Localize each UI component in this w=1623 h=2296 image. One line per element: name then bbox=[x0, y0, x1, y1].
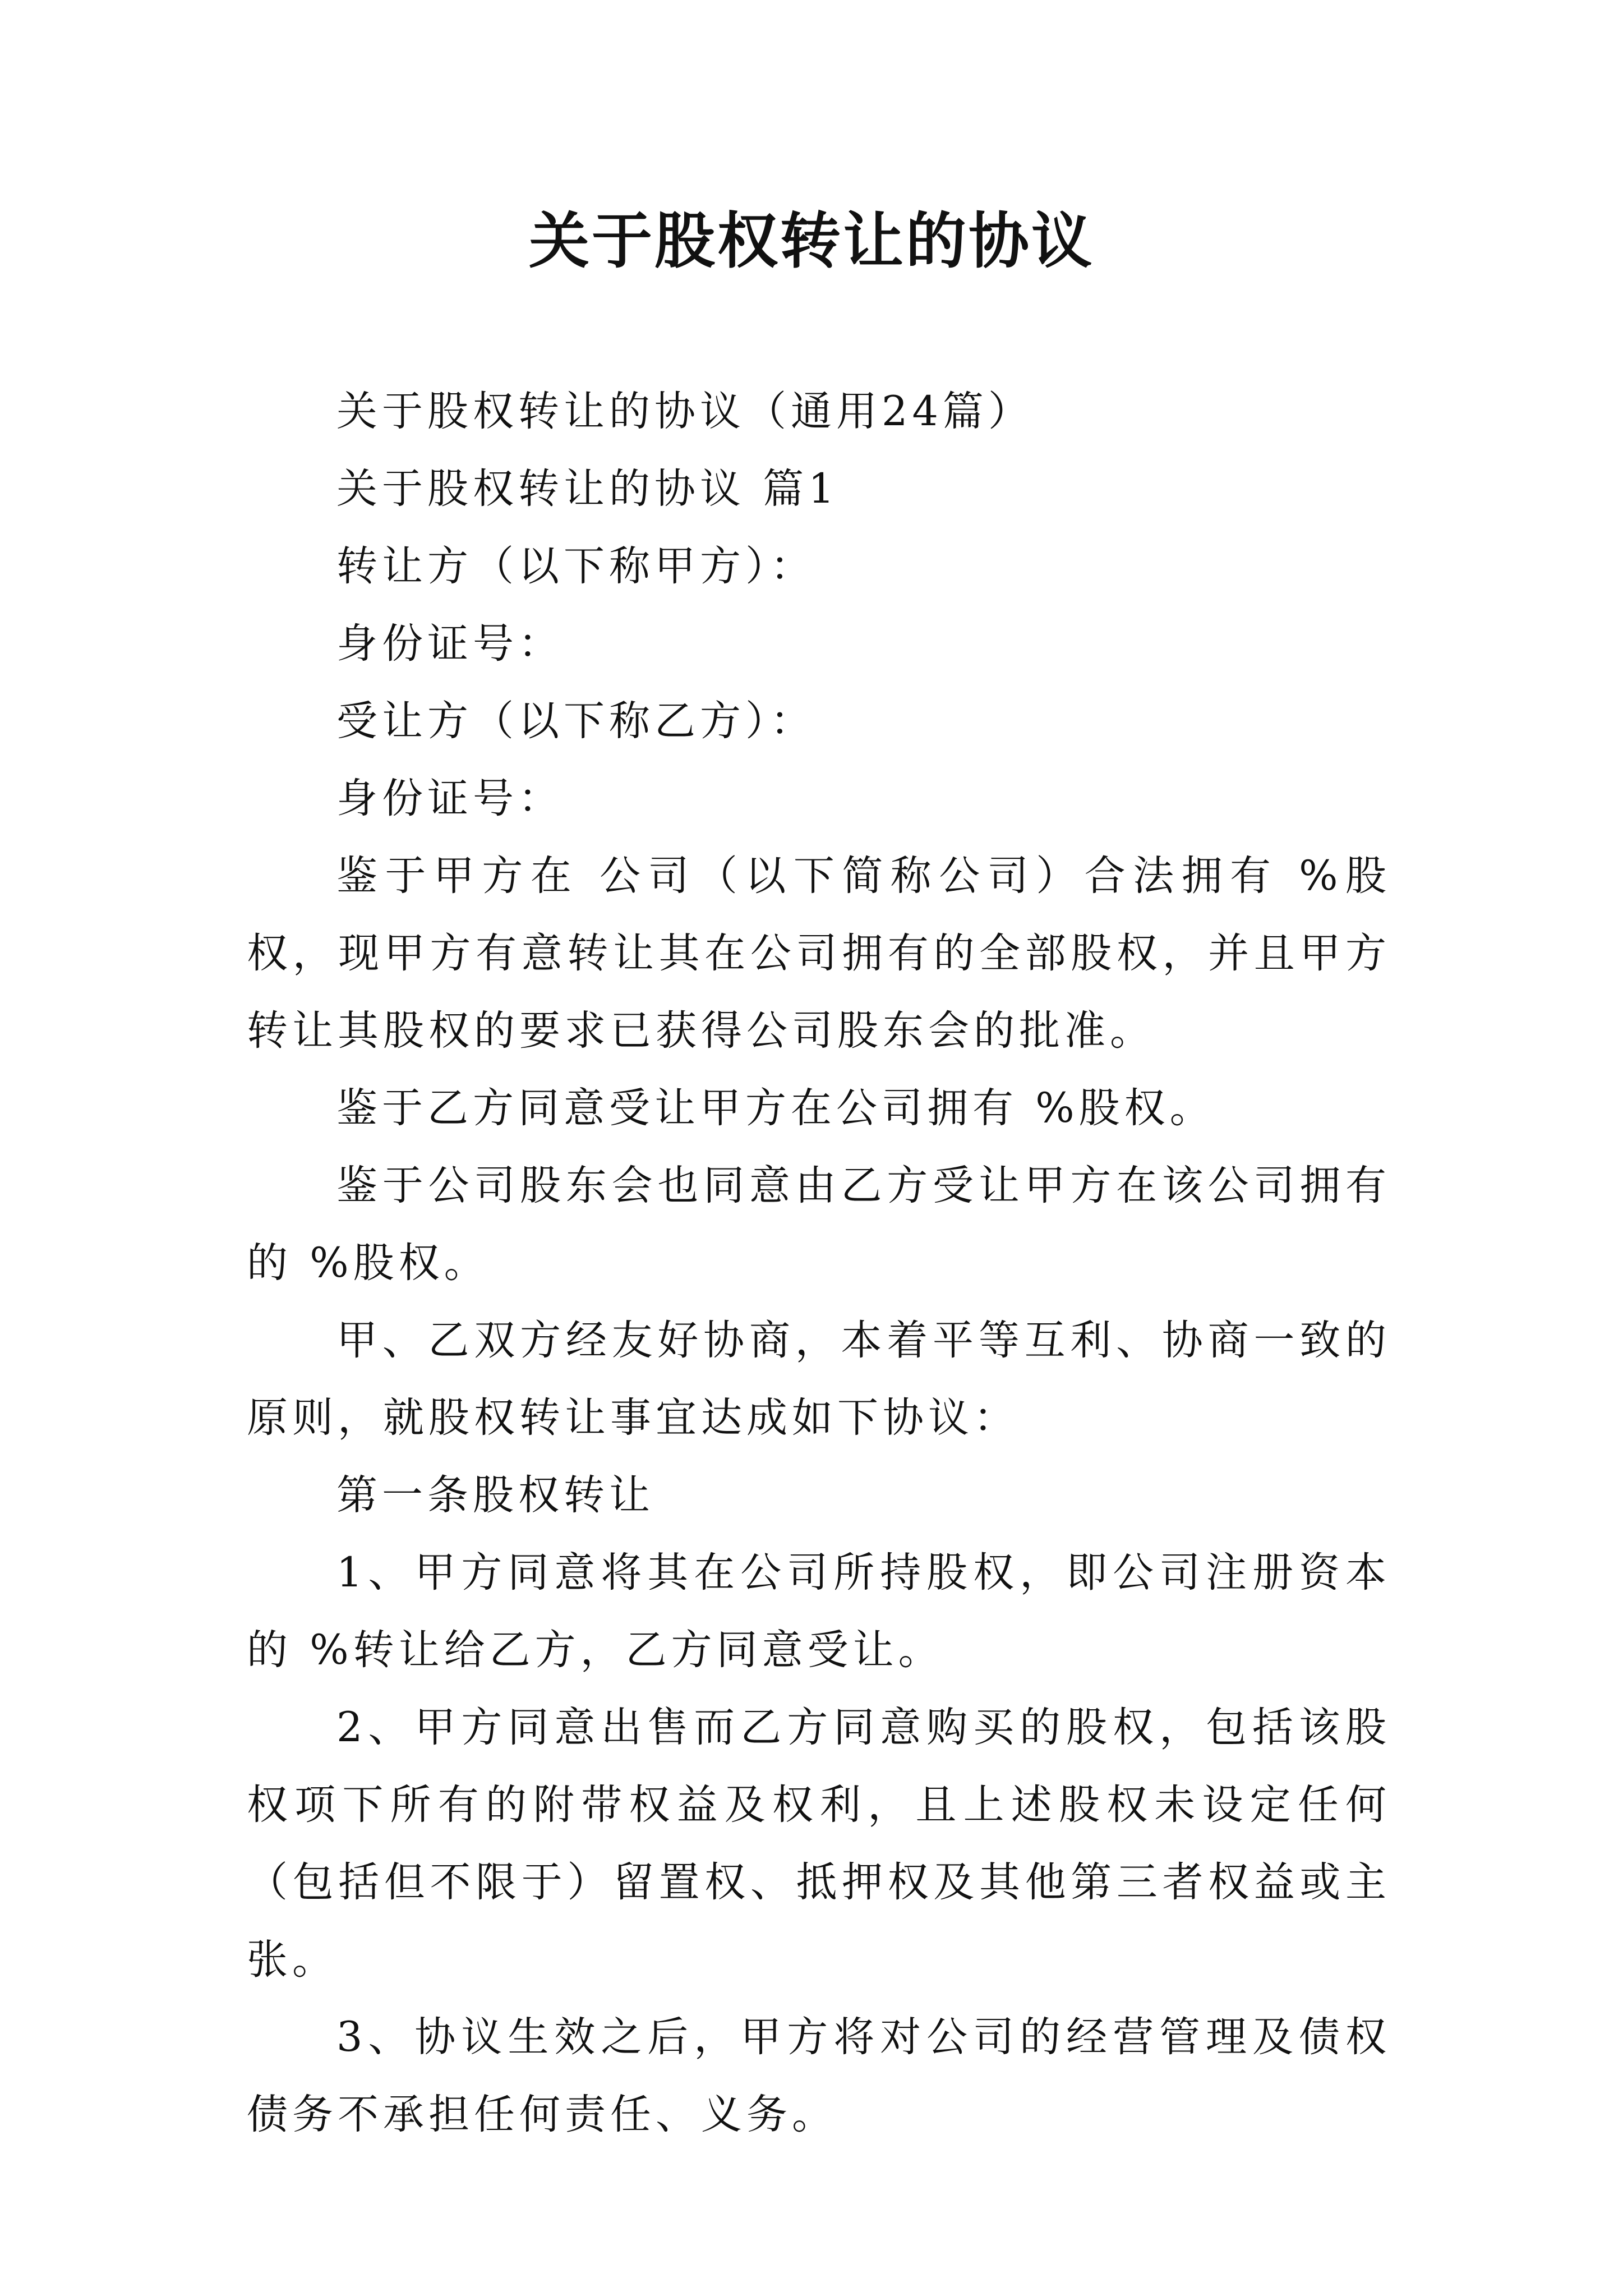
document-body bbox=[247, 373, 1391, 2154]
paragraph-recital-1: 鉴于甲方在 公司（以下简称公司）合法拥有 %股权，现甲方有意转让其在公司拥有的全部股权，并且甲方转让其股权的要求已获得公司股东会的批准。 bbox=[247, 852, 1391, 1055]
paragraph-clause-1: 1、甲方同意将其在公司所持股权，即公司注册资本的 %转让给乙方，乙方同意受让。 bbox=[247, 1549, 1391, 1674]
paragraph-clause-2: 2、甲方同意出售而乙方同意购买的股权，包括该股权项下所有的附带权益及权利，且上述股权未设定任何（包括但不限于）留置权、抵押权及其他第三者权益或主张。 bbox=[247, 1704, 1391, 1984]
paragraph-section-title: 关于股权转让的协议 篇1 bbox=[336, 465, 839, 513]
paragraph-agreement-intro: 甲、乙双方经友好协商，本着平等互利、协商一致的原则，就股权转让事宜达成如下协议： bbox=[247, 1317, 1391, 1442]
paragraph-transferee-id: 身份证号： bbox=[336, 775, 564, 822]
paragraph-transferee: 受让方（以下称乙方）： bbox=[336, 697, 816, 745]
document-title: 关于股权转让的协议 bbox=[528, 206, 1094, 277]
paragraph-article-1-heading: 第一条股权转让 bbox=[336, 1471, 654, 1519]
paragraph-doc-heading: 关于股权转让的协议（通用24篇） bbox=[336, 388, 1034, 435]
paragraph-recital-2: 鉴于乙方同意受让甲方在公司拥有 %股权。 bbox=[336, 1084, 1215, 1132]
paragraph-transferor: 转让方（以下称甲方）： bbox=[336, 542, 816, 590]
paragraph-transferor-id: 身份证号： bbox=[336, 620, 564, 668]
paragraph-clause-3: 3、协议生效之后，甲方将对公司的经营管理及债权债务不承担任何责任、义务。 bbox=[247, 2013, 1391, 2138]
paragraph-recital-3: 鉴于公司股东会也同意由乙方受让甲方在该公司拥有的 %股权。 bbox=[247, 1162, 1391, 1287]
